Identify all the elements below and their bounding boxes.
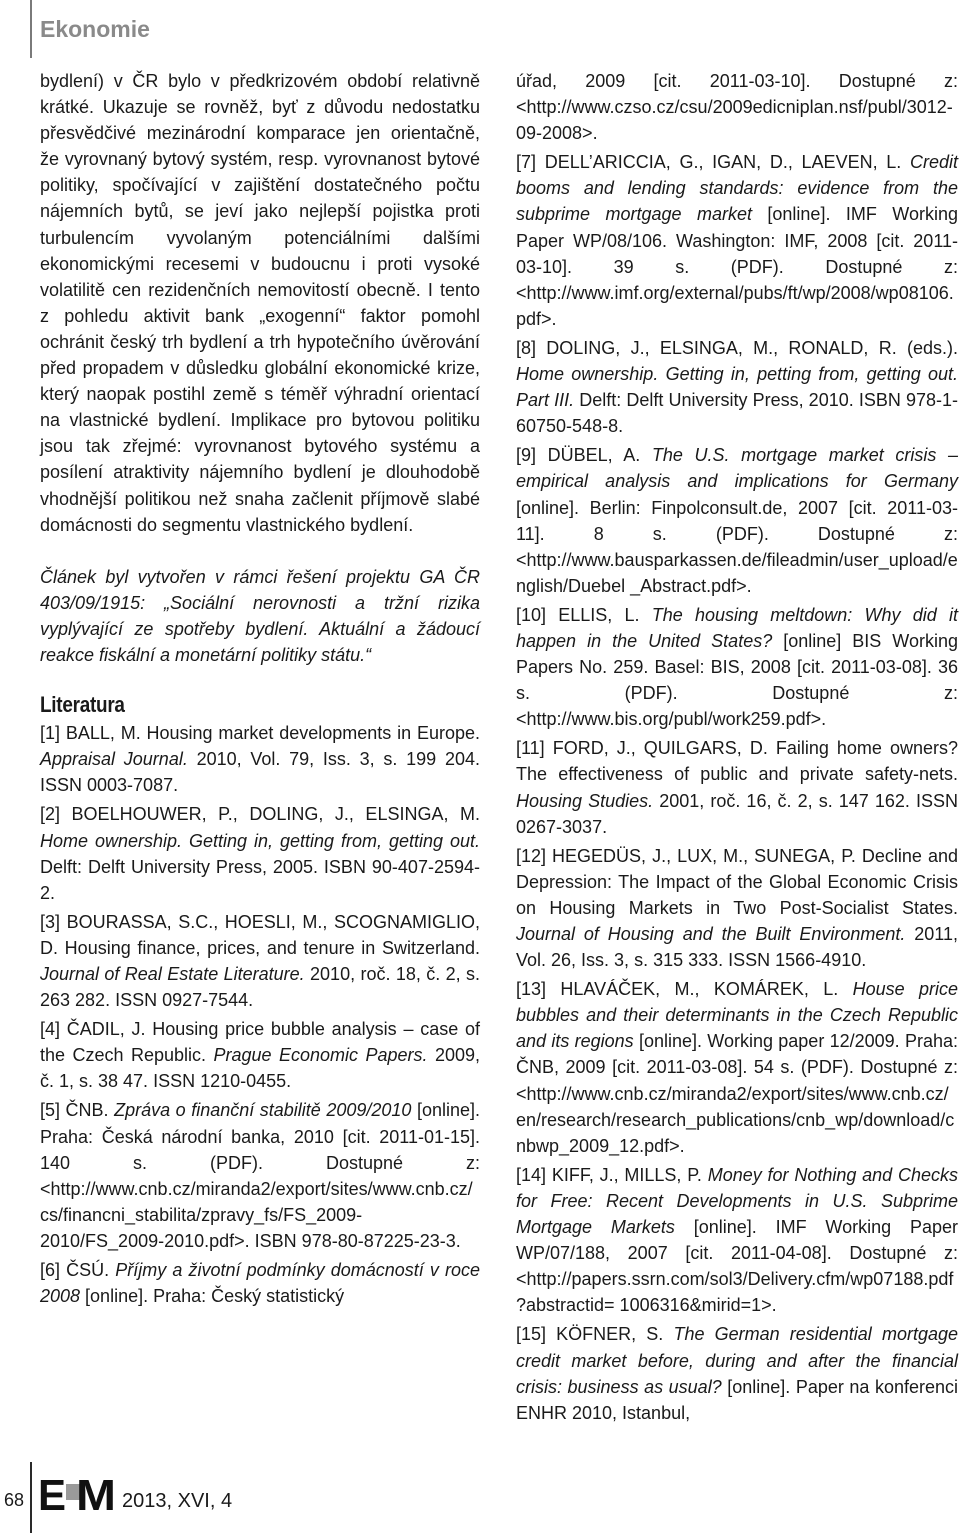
right-column [516, 68, 958, 1429]
reference-text: [8] DOLING, J., ELSINGA, M., RONALD, R. (eds.). [516, 337, 958, 358]
reference-item [516, 442, 958, 599]
reference-text: [14] KIFF, J., MILLS, P. [516, 1164, 708, 1185]
reference-title: Home ownership. Getting in, petting from, getting out. Part III. [516, 364, 958, 411]
reference-title: Příjmy a životní podmínky domácností v roce 2008 [40, 1260, 480, 1307]
reference-text: [11] FORD, J., QUILGARS, D. Failing home owners? The effectiveness of public and private safety-nets. [516, 738, 958, 785]
reference-title: Home ownership. Getting in, getting from, getting out. [40, 830, 480, 851]
reference-text: úřad, 2009 [cit. 2011-03-10]. Dostupné z: <http://www.czso.cz/csu/2009edicniplan.nsf/publ/3012-09-2008>. [516, 71, 958, 144]
reference-title: House price bubbles and their determinants in the Czech Republic and its regions [516, 979, 959, 1052]
references-heading: Literatura [40, 692, 125, 718]
reference-item [40, 801, 480, 905]
reference-details: 2010, roč. 18, č. 2, s. 263 282. ISSN 0927-7544. [40, 964, 480, 1011]
reference-item [516, 843, 958, 973]
reference-item [40, 909, 480, 1013]
reference-details: 2010, Vol. 79, Iss. 3, s. 199 204. ISSN 0003-7087. [40, 749, 480, 796]
reference-title: Zpráva o finanční stabilitě 2009/2010 [114, 1100, 412, 1121]
reference-text: [9] DÜBEL, A. [516, 445, 652, 466]
reference-details: Delft: Delft University Press, 2005. ISBN 90-407-2594-2. [40, 856, 480, 903]
reference-details: 2009, č. 1, s. 38 47. ISSN 1210-0455. [40, 1045, 481, 1092]
reference-details: [online]. Praha: Český statistický [80, 1286, 345, 1307]
left-column [40, 68, 480, 1312]
reference-title: Housing Studies. [516, 790, 654, 811]
page-number: 68 [3, 1490, 25, 1510]
reference-details: 2001, roč. 16, č. 2, s. 147 162. ISSN 0267-3037. [516, 790, 958, 837]
reference-title: The German residential mortgage credit market before, during and after the financial crisis: business as usual? [516, 1324, 958, 1397]
reference-title: Money for Nothing and Checks for Free: Recent Developments in U.S. Subprime Mortgage Markets [516, 1164, 958, 1238]
reference-item [40, 720, 480, 798]
reference-details: [online]. Paper na konferenci ENHR 2010, Istanbul, [516, 1376, 958, 1423]
reference-title: Journal of Real Estate Literature. [40, 964, 305, 984]
reference-text: [4] ČADIL, J. Housing price bubble analysis – case of the Czech Republic. [40, 1019, 480, 1066]
acknowledgement-note: Článek byl vytvořen v rámci řešení projektu GA ČR 403/09/1915: „Sociální nerovnosti a tržní rizika vyplývající ze spotřeby bydlení. Aktuální a žádoucí reakce fiskální a monetární politiky státu.“ [40, 566, 480, 665]
footer-divider [30, 1462, 32, 1533]
reference-details: [online] BIS Working Papers No. 259. Basel: BIS, 2008 [cit. 2011-03-08]. 36 s. (PDF). Dostupné z: <http://www.bis.org/publ/work259.pdf>. [516, 630, 959, 730]
reference-text: [3] BOURASSA, S.C., HOESLI, M., SCOGNAMIGLIO, D. Housing finance, prices, and tenure in Switzerland. [40, 911, 480, 958]
reference-details: [online]. Working paper 12/2009. Praha: ČNB, 2009 [cit. 2011-03-08]. 54 s. (PDF). Dostupné z: <http://www.cnb.cz/miranda2/export/sites/www.cnb.cz/en/research/research_publications/cnb_wp/download/cnbwp_2009_12.pdf>. [516, 1031, 958, 1156]
reference-details: [online]. IMF Working Paper WP/07/188, 2007 [cit. 2011-04-08]. Dostupné z: <http://papers.ssrn.com/sol3/Delivery.cfm/wp07188.pdf?abstractid= 1006316&mirid=1>. [516, 1217, 958, 1316]
reference-text: [15] KÖFNER, S. [516, 1324, 674, 1345]
reference-item [516, 335, 958, 439]
body-paragraph: bydlení) v ČR bylo v předkrizovém období relativně krátké. Ukazuje se rovněž, byť z důvodu nedostatku přesvědčivé mezinárodní komparace jen orientačně, že vyrovnaný bytový systém, resp. vyrovnanost bytové politiky, spočívající v zajištění dostatečného počtu nájemních bytů, se jeví jako nejlepší pojistka proti turbulencím vyvolaným potenciálními dalšími ekonomickými recesemi v budoucnu i proti vysoké volatilitě cen rezidenčních nemovitostí obecně. I tento z pohledu aktivit bank „exogenní“ faktor pomohl ochránit český trh bydlení a trh hypotečního úvěrování před propadem v důsledku globální ekonomické krize, který naopak postihl země s téměř výhradní orientací na vlastnické bydlení. Implikace pro bytovou politiku jsou tak zřejmé: vyrovnanost bytového systému a posílení atraktivity nájemního bydlení je dlouhodobě vhodnější politikou než snaha začlenit příjmově slabé domácnosti do segmentu vlastnického bydlení. [40, 71, 480, 535]
reference-item [516, 735, 958, 839]
reference-title: Prague Economic Papers. [213, 1045, 428, 1066]
reference-item [516, 602, 958, 732]
reference-details: 2011, Vol. 26, Iss. 3, s. 315 333. ISSN 1566-4910. [516, 924, 958, 971]
svg-text:M: M [76, 1471, 116, 1514]
references-list-left [40, 720, 480, 1309]
reference-item [40, 1016, 480, 1094]
svg-text:E: E [38, 1471, 66, 1514]
reference-title: Credit booms and lending standards: evidence from the subprime mortgage market [516, 152, 958, 225]
reference-item [40, 1257, 480, 1309]
reference-text: [1] BALL, M. Housing market developments in Europe. [40, 723, 480, 744]
reference-text: [12] HEGEDÜS, J., LUX, M., SUNEGA, P. Decline and Depression: The Impact of the Global Economic Crisis on Housing Markets in Two Post-Socialist States. [516, 845, 958, 918]
reference-item [516, 149, 958, 332]
reference-text: [10] ELLIS, L. [516, 604, 652, 625]
reference-item [516, 1162, 958, 1319]
reference-details: [online]. Praha: Česká národní banka, 2010 [cit. 2011-01-15]. 140 s. (PDF). Dostupné z: <http://www.cnb.cz/miranda2/export/sites/www.cnb.cz/cs/financni_stabilita/zpravy_fs/FS_2009-2010/FS_2009-2010.pdf>. ISBN 978-80-87225-23-3. [40, 1100, 480, 1251]
reference-item [40, 1097, 480, 1254]
reference-details: [online]. Berlin: Finpolconsult.de, 2007 [cit. 2011-03-11]. 8 s. (PDF). Dostupné z: <http://www.bausparkassen.de/fileadmin/user_upload/english/Duebel _Abstract.pdf>. [516, 497, 958, 596]
reference-item [516, 976, 958, 1159]
reference-details: Delft: Delft University Press, 2010. ISBN 978-1-60750-548-8. [516, 390, 958, 437]
reference-title: The U.S. mortgage market crisis – empirical analysis and implications for Germany [516, 445, 958, 492]
reference-title: Appraisal Journal. [40, 749, 188, 770]
reference-item [516, 1321, 958, 1425]
reference-text: [6] ČSÚ. [40, 1260, 116, 1281]
reference-text: [7] DELL’ARICCIA, G., IGAN, D., LAEVEN, L. [516, 152, 910, 173]
reference-title: Journal of Housing and the Built Environment. [516, 924, 906, 944]
reference-text: [2] BOELHOUWER, P., DOLING, J., ELSINGA, M. [40, 804, 480, 825]
reference-title: The housing meltdown: Why did it happen in the United States? [516, 604, 958, 651]
section-title: Ekonomie [40, 16, 150, 42]
section-divider [30, 0, 32, 58]
references-list-right [516, 68, 958, 1426]
issue-info: 2013, XVI, 4 [122, 1490, 233, 1512]
reference-text: [13] HLAVÁČEK, M., KOMÁREK, L. [516, 979, 853, 1000]
reference-details: [online]. IMF Working Paper WP/08/106. Washington: IMF, 2008 [cit. 2011-03-10]. 39 s. (PDF). Dostupné z: <http://www.imf.org/external/pubs/ft/wp/2008/wp08106.pdf>. [516, 204, 958, 329]
journal-logo [38, 1470, 118, 1519]
reference-text: [5] ČNB. [40, 1100, 115, 1121]
reference-item [516, 68, 958, 146]
